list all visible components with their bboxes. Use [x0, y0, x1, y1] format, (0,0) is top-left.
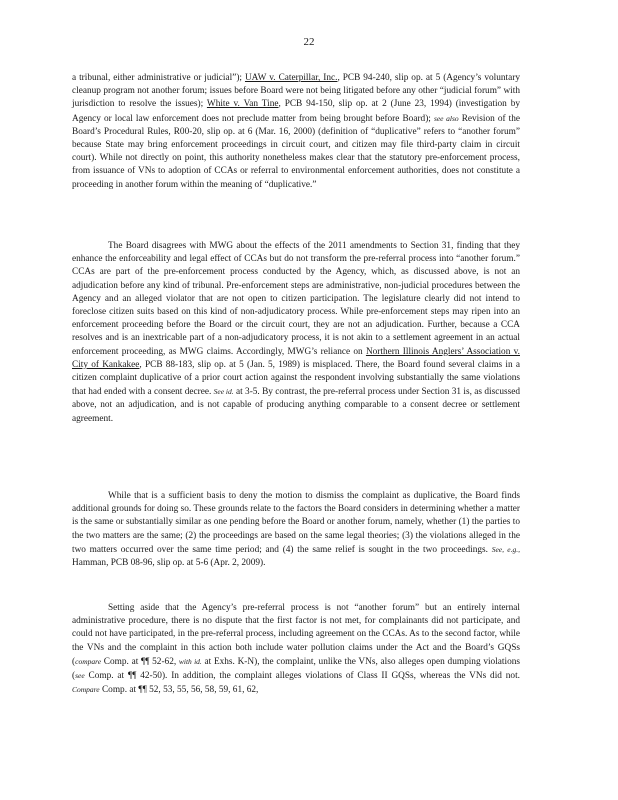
- citation-signal: see: [75, 671, 85, 681]
- text-run: Comp. at ¶¶ 42-50). In addition, the complaint alleges violations of Class II GQSs, whereas the VNs did not.: [84, 671, 520, 682]
- text-run: at Exhs. K-N), the complaint, unlike the VNs, also alleges open dumping violations (: [72, 656, 520, 682]
- text-run: While that is a sufficient basis to deny the motion to dismiss the complaint as duplicative, the Board finds additional grounds for doing so. These grounds relate to the factors the Board considers in determining whether a matter is the same or substantially similar as one pending before the Board or another forum, namely, whether (1) the parties to the two matters are the same; (2) the proceedings are based on the same legal theories; (3) the violations alleged in the two matters occurred over the same time period; and (4) the same relief is sought in the two proceedings.: [72, 491, 520, 555]
- text-run: at 3-5. By contrast, the pre-referral process under Section 31 is, as discussed above, not an adjudication, and is not capable of producing anything comparable to a consent decree or settlement agreement.: [72, 387, 520, 424]
- citation-signal: compare: [75, 656, 102, 666]
- paragraph-2: [72, 240, 520, 426]
- text-run: , PCB 94-150, slip op. at 2 (June 23, 1994) (investigation by Agency or local law enforcement does not preclude matter from being brought before Board);: [72, 99, 521, 124]
- paragraph-1: [72, 72, 520, 192]
- page-number: 22: [303, 36, 315, 48]
- case-citation: White v. Van Tine: [206, 99, 279, 110]
- text-run: , PCB 94-240, slip op. at 5 (Agency’s voluntary cleanup program not another forum; issues before Board were not being litigated before any other “judicial forum” with jurisdiction to resolve the issues);: [72, 73, 521, 110]
- paragraph-4: [72, 602, 520, 697]
- citation-signal: Compare: [72, 685, 100, 695]
- text-run: , PCB 88-183, slip op. at 5 (Jan. 5, 1989) is misplaced. There, the Board found several claims in a citizen complaint duplicative of a prior court action against the respondent involving substantially the same violations that had ended with a consent decree.: [72, 359, 520, 398]
- citation-signal: See id.: [213, 387, 234, 397]
- citation-signal: see also: [433, 113, 459, 123]
- case-citation: Northern Illinois Anglers’ Association v. City of Kankakee: [72, 346, 520, 370]
- text-run: The Board disagrees with MWG about the effects of the 2011 amendments to Section 31, finding that they enhance the enforceability and legal effect of CCAs but do not transform the pre-referral process into “another forum.” CCAs are part of the pre-enforcement process conducted by the Agency, which, as discussed above, is not an adjudication before any kind of tribunal. Pre-enforcement steps are administrative, non-judicial procedures between the Agency and an alleged violator that are not open to citizen participation. The legislature clearly did not intend to foreclose citizen suits based on this kind of non-adjudicatory process. While pre-enforcement steps may ripen into an enforcement proceeding before the Board or the circuit court, they are not an adjudication. Further, because a CCA resolves and is an inextricable part of a non-adjudicatory process, it is not akin to a settlement agreement in an actual enforcement proceeding, as MWG claims. Accordingly, MWG’s reliance on: [72, 241, 520, 357]
- citation-signal: with id.: [178, 656, 202, 666]
- text-run: Comp. at ¶¶ 52, 53, 55, 56, 58, 59, 61, 62,: [99, 685, 259, 696]
- text-run: Hamman, PCB 08-96, slip op. at 5-6 (Apr. 2, 2009).: [72, 558, 266, 569]
- text-run: a tribunal, either administrative or judicial”);: [72, 73, 245, 83]
- citation-signal: See, e.g.,: [491, 544, 520, 554]
- text-run: Revision of the Board’s Procedural Rules, R00-20, slip op. at 6 (Mar. 16, 2000) (definition of “duplicative” refers to “another forum” because State may bring enforcement proceedings in circuit court, and citizen may file third-party claim in circuit court). While not directly on point, this authority nonetheless makes clear that the statutory pre-enforcement process, from issuance of VNs to adoption of CCAs or referral to environmental enforcement authorities, does not constitute a proceeding in another forum within the meaning of “duplicative.”: [72, 113, 520, 190]
- case-citation: UAW v. Caterpillar, Inc.: [244, 73, 338, 83]
- text-run: Setting aside that the Agency’s pre-referral process is not “another forum” but an entirely internal administrative procedure, there is no dispute that the first factor is not met, for complainants did not participate, and could not have participated, in the pre-referral process, including agreement on the CCAs. As to the second factor, while the VNs and the complaint in this action both include water pollution claims under the Act and the Board’s GQSs (: [72, 603, 520, 667]
- paragraph-3: [72, 490, 520, 570]
- text-run: Comp. at ¶¶ 52-62,: [101, 656, 179, 667]
